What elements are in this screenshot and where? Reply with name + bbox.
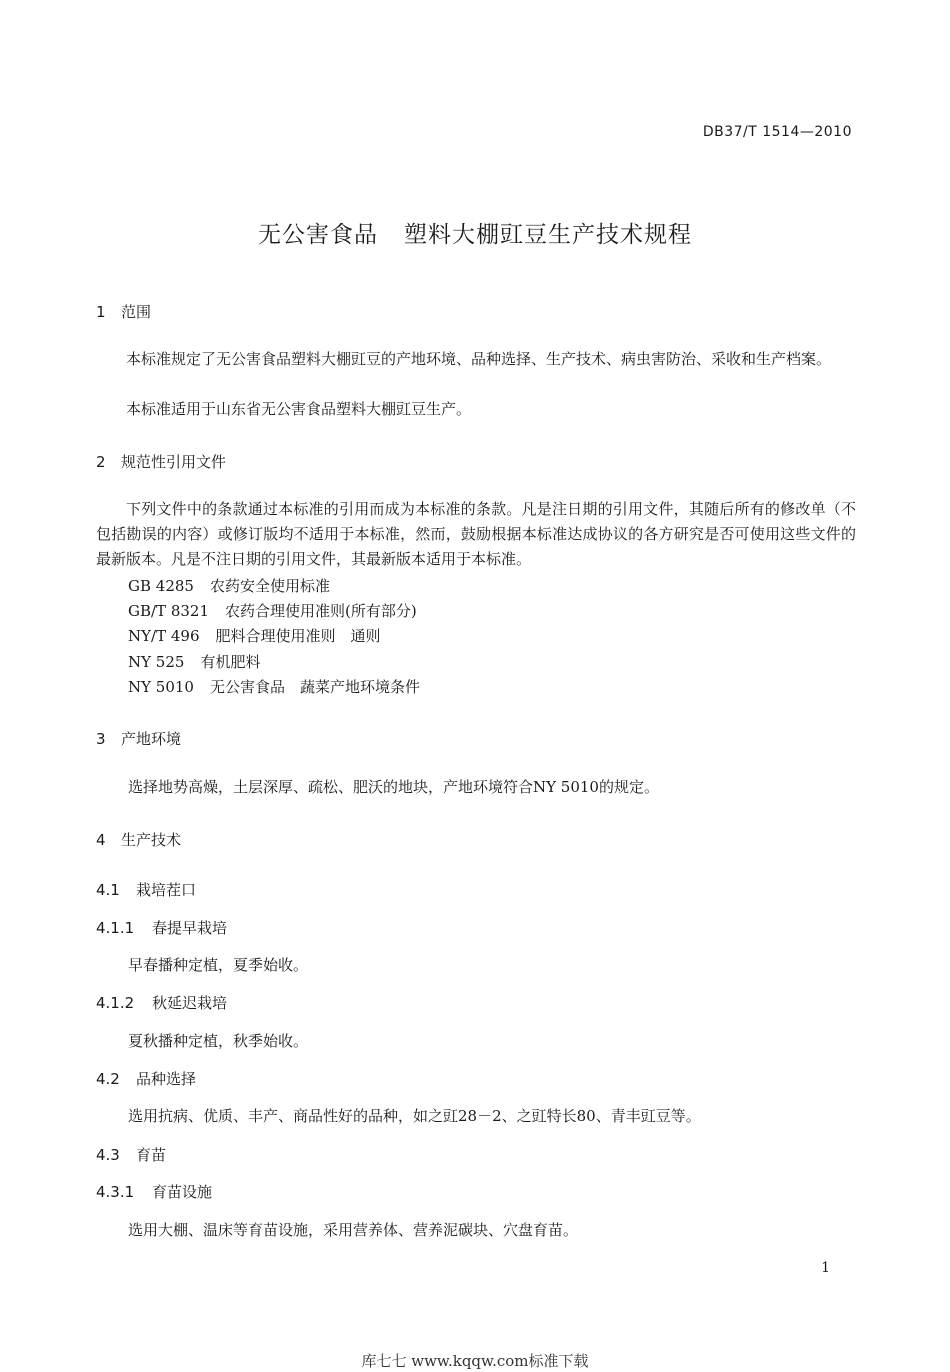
section-4-2-heading: 4.2 品种选择 [96, 1070, 197, 1088]
section-1-heading: 1 范围 [96, 303, 152, 321]
section-4-2-paragraph: 选用抗病、优质、丰产、商品性好的品种，如之豇28－2、之豇特长80、青丰豇豆等。 [128, 1107, 701, 1125]
section-4-heading: 4 生产技术 [96, 831, 182, 849]
reference-item: NY 5010 无公害食品 蔬菜产地环境条件 [128, 678, 420, 696]
section-1-paragraph-2: 本标准适用于山东省无公害食品塑料大棚豇豆生产。 [126, 400, 472, 418]
section-4-1-2-heading: 4.1.2 秋延迟栽培 [96, 994, 228, 1012]
reference-item: GB 4285 农药安全使用标准 [128, 577, 330, 595]
section-3-heading: 3 产地环境 [96, 730, 182, 748]
document-title [0, 216, 950, 249]
section-4-3-1-heading: 4.3.1 育苗设施 [96, 1183, 213, 1201]
section-4-1-1-heading: 4.1.1 春提早栽培 [96, 919, 228, 937]
section-2-paragraph-1: 下列文件中的条款通过本标准的引用而成为本标准的条款。凡是注日期的引用文件，其随后所有的修改单（不包括勘误的内容）或修订版均不适用于本标准，然而，鼓励根据本标准达成协议的各方研究是否可使用这些文件的最新版本。凡是不注日期的引用文件，其最新版本适用于本标准。 [96, 500, 856, 568]
reference-item: NY/T 496 肥料合理使用准则 通则 [128, 627, 381, 645]
section-4-1-heading: 4.1 栽培茬口 [96, 881, 197, 899]
section-3-paragraph-1: 选择地势高燥，土层深厚、疏松、肥沃的地块，产地环境符合NY 5010的规定。 [128, 778, 659, 796]
section-1-paragraph-1: 本标准规定了无公害食品塑料大棚豇豆的产地环境、品种选择、生产技术、病虫害防治、采收和生产档案。 [126, 350, 832, 368]
title-part-1: 无公害食品 [258, 222, 378, 248]
footer-watermark: 库七七 www.kqqw.com标准下载 [361, 1352, 589, 1370]
reference-item: GB/T 8321 农药合理使用准则(所有部分) [128, 602, 417, 620]
section-4-1-2-paragraph: 夏秋播种定植，秋季始收。 [128, 1032, 309, 1050]
section-2-heading: 2 规范性引用文件 [96, 453, 227, 471]
title-part-2: 塑料大棚豇豆生产技术规程 [404, 222, 692, 248]
reference-item: NY 525 有机肥料 [128, 653, 261, 671]
document-number: DB37/T 1514—2010 [702, 124, 852, 140]
section-4-3-1-paragraph: 选用大棚、温床等育苗设施，采用营养体、营养泥碳块、穴盘育苗。 [128, 1221, 579, 1239]
section-4-1-1-paragraph: 早春播种定植，夏季始收。 [128, 956, 309, 974]
page-number: 1 [821, 1260, 830, 1276]
section-4-3-heading: 4.3 育苗 [96, 1146, 167, 1164]
